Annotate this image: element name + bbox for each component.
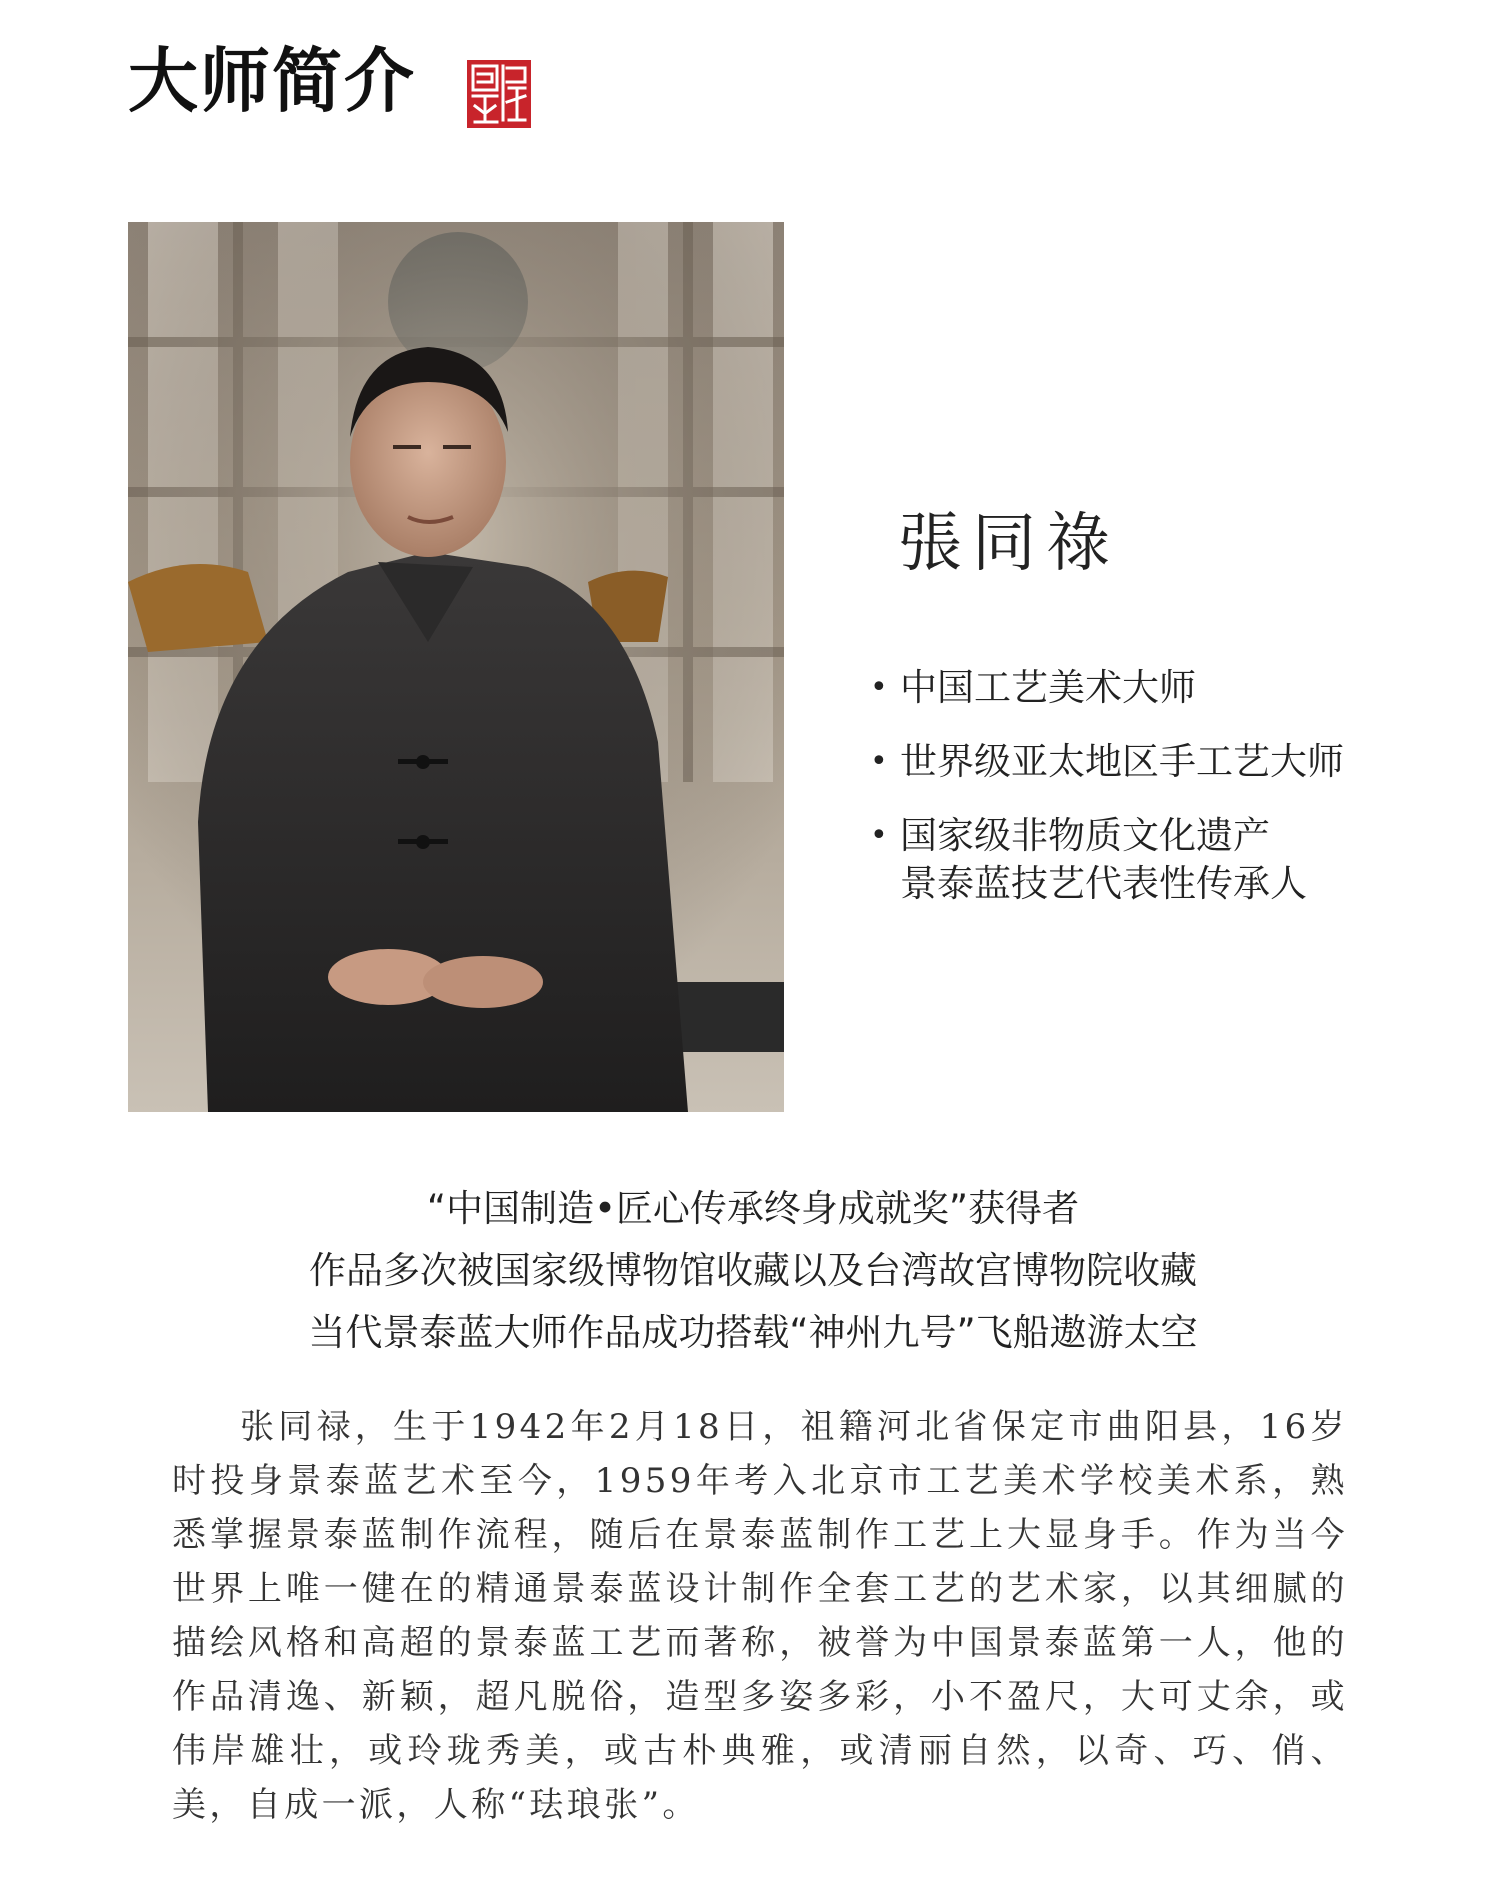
seal-stamp-logo: [465, 58, 533, 130]
master-name: 張同祿: [898, 507, 1120, 581]
honor-line: 作品多次被国家级博物馆收藏以及台湾故宫博物院收藏: [309, 1249, 1197, 1292]
master-titles-list: [870, 664, 1344, 934]
biography-paragraph: 张同禄，生于1942年2月18日，祖籍河北省保定市曲阳县，16岁时投身景泰蓝艺术至今，1959年考入北京市工艺美术学校美术系，熟悉掌握景泰蓝制作流程，随后在景泰蓝制作工艺上大显身手。作为当今世界上唯一健在的精通景泰蓝设计制作全套工艺的艺术家，以其细腻的描绘风格和高超的景泰蓝工艺而著称，被誉为中国景泰蓝第一人，他的作品清逸、新颖，超凡脱俗，造型多姿多彩，小不盈尺，大可丈余，或伟岸雄壮，或玲珑秀美，或古朴典雅，或清丽自然，以奇、巧、俏、美，自成一派，人称“珐琅张”。: [172, 1407, 1348, 1825]
title-line: 国家级非物质文化遗产: [900, 814, 1270, 857]
page-title: 大师简介: [128, 39, 416, 122]
bullet-icon: •: [870, 818, 888, 853]
title-line: 世界级亚太地区手工艺大师: [900, 740, 1344, 783]
title-line: 中国工艺美术大师: [900, 666, 1196, 709]
list-item: [870, 664, 1344, 712]
honor-line: “中国制造•匠心传承终身成就奖”获得者: [426, 1187, 1080, 1230]
bullet-icon: •: [870, 744, 888, 779]
honors-block: [0, 1178, 1506, 1364]
list-item: [870, 812, 1344, 908]
bullet-icon: •: [870, 670, 888, 705]
list-item: [870, 738, 1344, 786]
master-portrait-photo: [128, 222, 784, 1112]
title-line-2: 景泰蓝技艺代表性传承人: [900, 862, 1307, 905]
honor-line: 当代景泰蓝大师作品成功搭载“神州九号”飞船遨游太空: [308, 1311, 1198, 1354]
